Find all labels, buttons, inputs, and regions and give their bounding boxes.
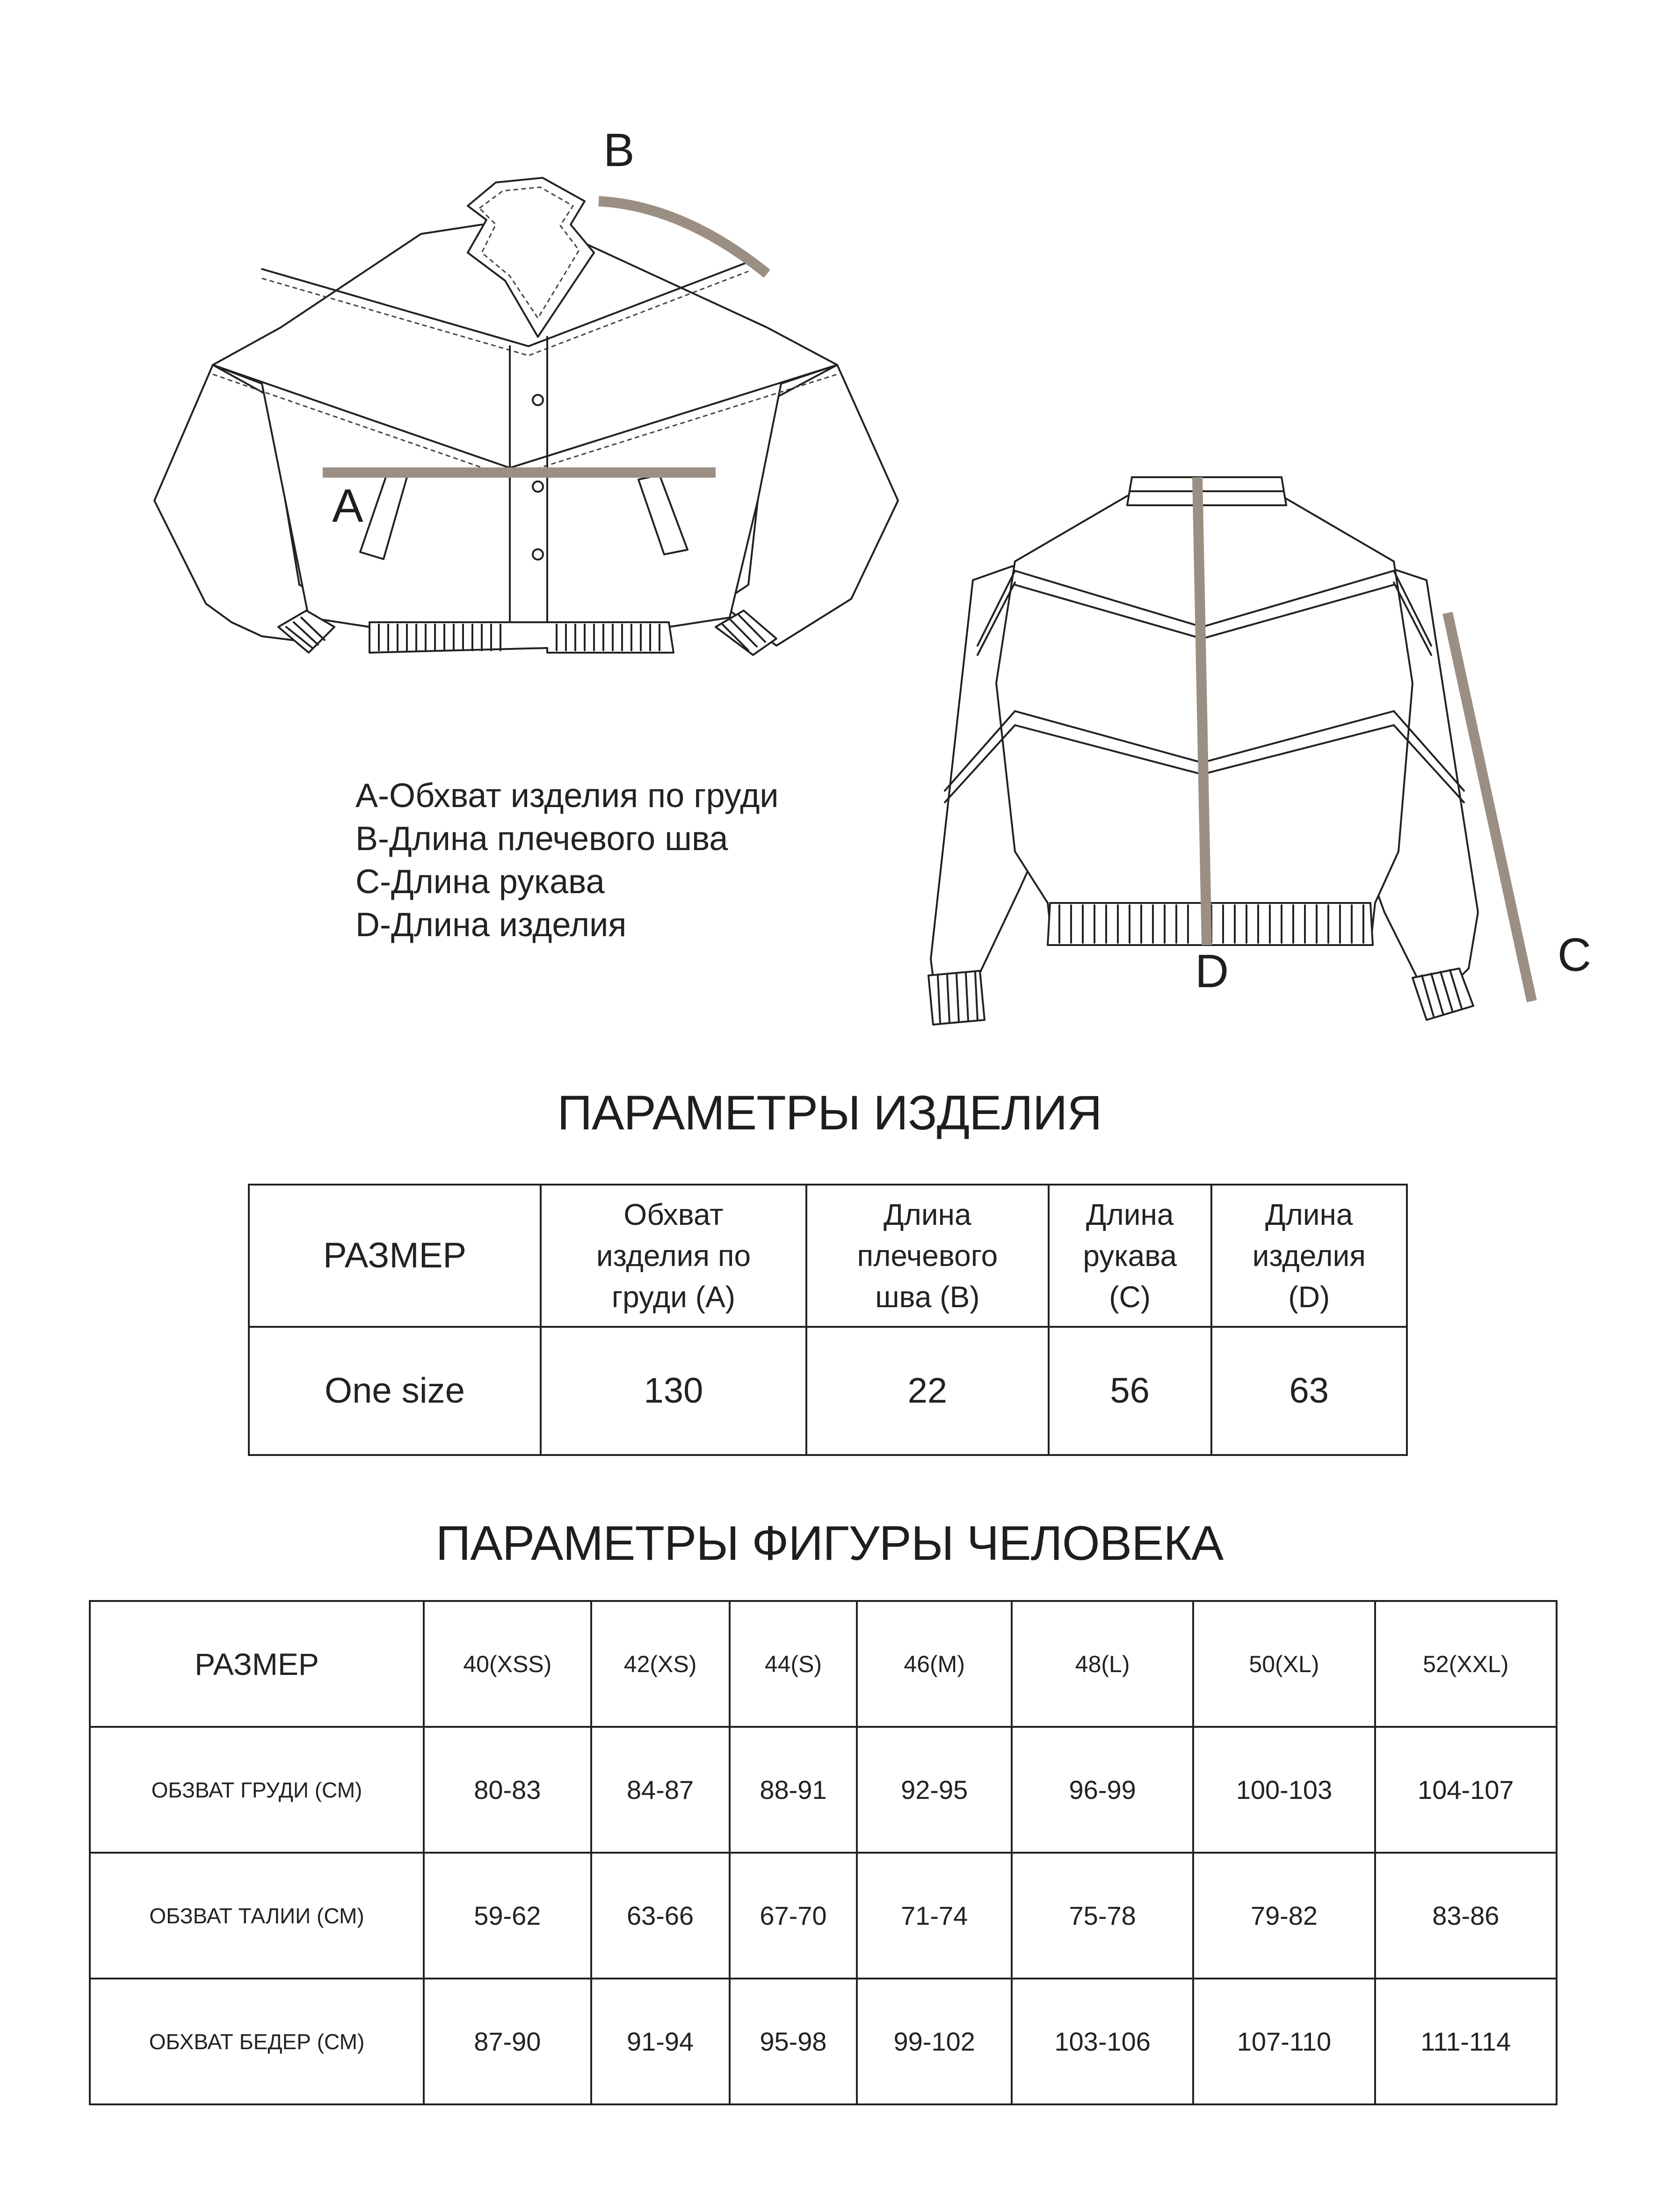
legend-item-d: D-Длина изделия: [355, 906, 627, 944]
table-cell: 79-82: [1193, 1853, 1375, 1979]
column-header: [1049, 1185, 1211, 1327]
table-cell: 71-74: [857, 1853, 1012, 1979]
table-cell: 92-95: [857, 1727, 1012, 1853]
table-cell: 107-110: [1193, 1979, 1375, 2104]
value-cell: 130: [541, 1327, 806, 1455]
size-column-header: 50(XL): [1193, 1601, 1375, 1727]
table-cell: 63-66: [591, 1853, 730, 1979]
body-params-title: ПАРАМЕТРЫ ФИГУРЫ ЧЕЛОВЕКА: [435, 1516, 1224, 1571]
row-label: ОБХВАТ БЕДЕР (СМ): [90, 1979, 424, 2104]
measurement-legend: [355, 774, 779, 946]
table-cell: 80-83: [424, 1727, 591, 1853]
header-line: (D): [1288, 1280, 1330, 1314]
table-header-row: [90, 1601, 1557, 1727]
body-params-table: [89, 1600, 1558, 2105]
header-line: изделия по: [596, 1239, 751, 1273]
size-column-header: 52(XXL): [1375, 1601, 1557, 1727]
value-cell: 63: [1211, 1327, 1407, 1455]
table-cell: 83-86: [1375, 1853, 1557, 1979]
product-params-title: ПАРАМЕТРЫ ИЗДЕЛИЯ: [557, 1086, 1102, 1140]
label-c: C: [1558, 929, 1592, 981]
table-cell: 96-99: [1012, 1727, 1193, 1853]
table-cell: 91-94: [591, 1979, 730, 2104]
row-label: ОБЗВАТ ГРУДИ (СМ): [90, 1727, 424, 1853]
table-row: [90, 1727, 1557, 1853]
product-params-table: [248, 1184, 1408, 1456]
size-column-header: 48(L): [1012, 1601, 1193, 1727]
value-cell: 56: [1049, 1327, 1211, 1455]
column-header: [806, 1185, 1049, 1327]
table-row: [249, 1327, 1407, 1455]
size-column-header: 44(S): [730, 1601, 857, 1727]
header-line: шва (В): [875, 1280, 980, 1314]
size-header: РАЗМЕР: [249, 1185, 541, 1327]
value-cell: 22: [806, 1327, 1049, 1455]
size-column-header: 46(M): [857, 1601, 1012, 1727]
table-cell: 95-98: [730, 1979, 857, 2104]
header-line: Обхват: [623, 1198, 724, 1231]
size-column-header: 42(XS): [591, 1601, 730, 1727]
table-header-row: [249, 1185, 1407, 1327]
table-cell: 103-106: [1012, 1979, 1193, 2104]
table-cell: 75-78: [1012, 1853, 1193, 1979]
table-cell: 84-87: [591, 1727, 730, 1853]
table-cell: 88-91: [730, 1727, 857, 1853]
size-value: One size: [249, 1327, 541, 1455]
table-cell: 100-103: [1193, 1727, 1375, 1853]
header-line: изделия: [1252, 1239, 1366, 1273]
table-cell: 87-90: [424, 1979, 591, 2104]
label-b: B: [603, 124, 635, 176]
label-d: D: [1195, 945, 1229, 997]
legend-item-c: C-Длина рукава: [355, 863, 605, 901]
column-header: [1211, 1185, 1407, 1327]
size-header: РАЗМЕР: [90, 1601, 424, 1727]
table-cell: 67-70: [730, 1853, 857, 1979]
table-row: [90, 1979, 1557, 2104]
table-row: [90, 1853, 1557, 1979]
header-line: Длина: [884, 1198, 971, 1231]
table-cell: 111-114: [1375, 1979, 1557, 2104]
header-line: груди (А): [611, 1280, 736, 1314]
header-line: рукава: [1083, 1239, 1177, 1273]
back-jacket-sketch: [928, 477, 1532, 1025]
table-cell: 104-107: [1375, 1727, 1557, 1853]
row-label: ОБЗВАТ ТАЛИИ (СМ): [90, 1853, 424, 1979]
column-header: [541, 1185, 806, 1327]
legend-item-a: A-Обхват изделия по груди: [355, 777, 779, 815]
header-line: (С): [1109, 1280, 1151, 1314]
label-a: A: [332, 480, 363, 532]
legend-item-b: B-Длина плечевого шва: [355, 820, 728, 858]
header-line: Длина: [1265, 1198, 1353, 1231]
table-cell: 59-62: [424, 1853, 591, 1979]
header-line: Длина: [1086, 1198, 1174, 1231]
front-jacket-sketch: [154, 178, 898, 655]
table-cell: 99-102: [857, 1979, 1012, 2104]
header-line: плечевого: [857, 1239, 998, 1273]
size-column-header: 40(XSS): [424, 1601, 591, 1727]
